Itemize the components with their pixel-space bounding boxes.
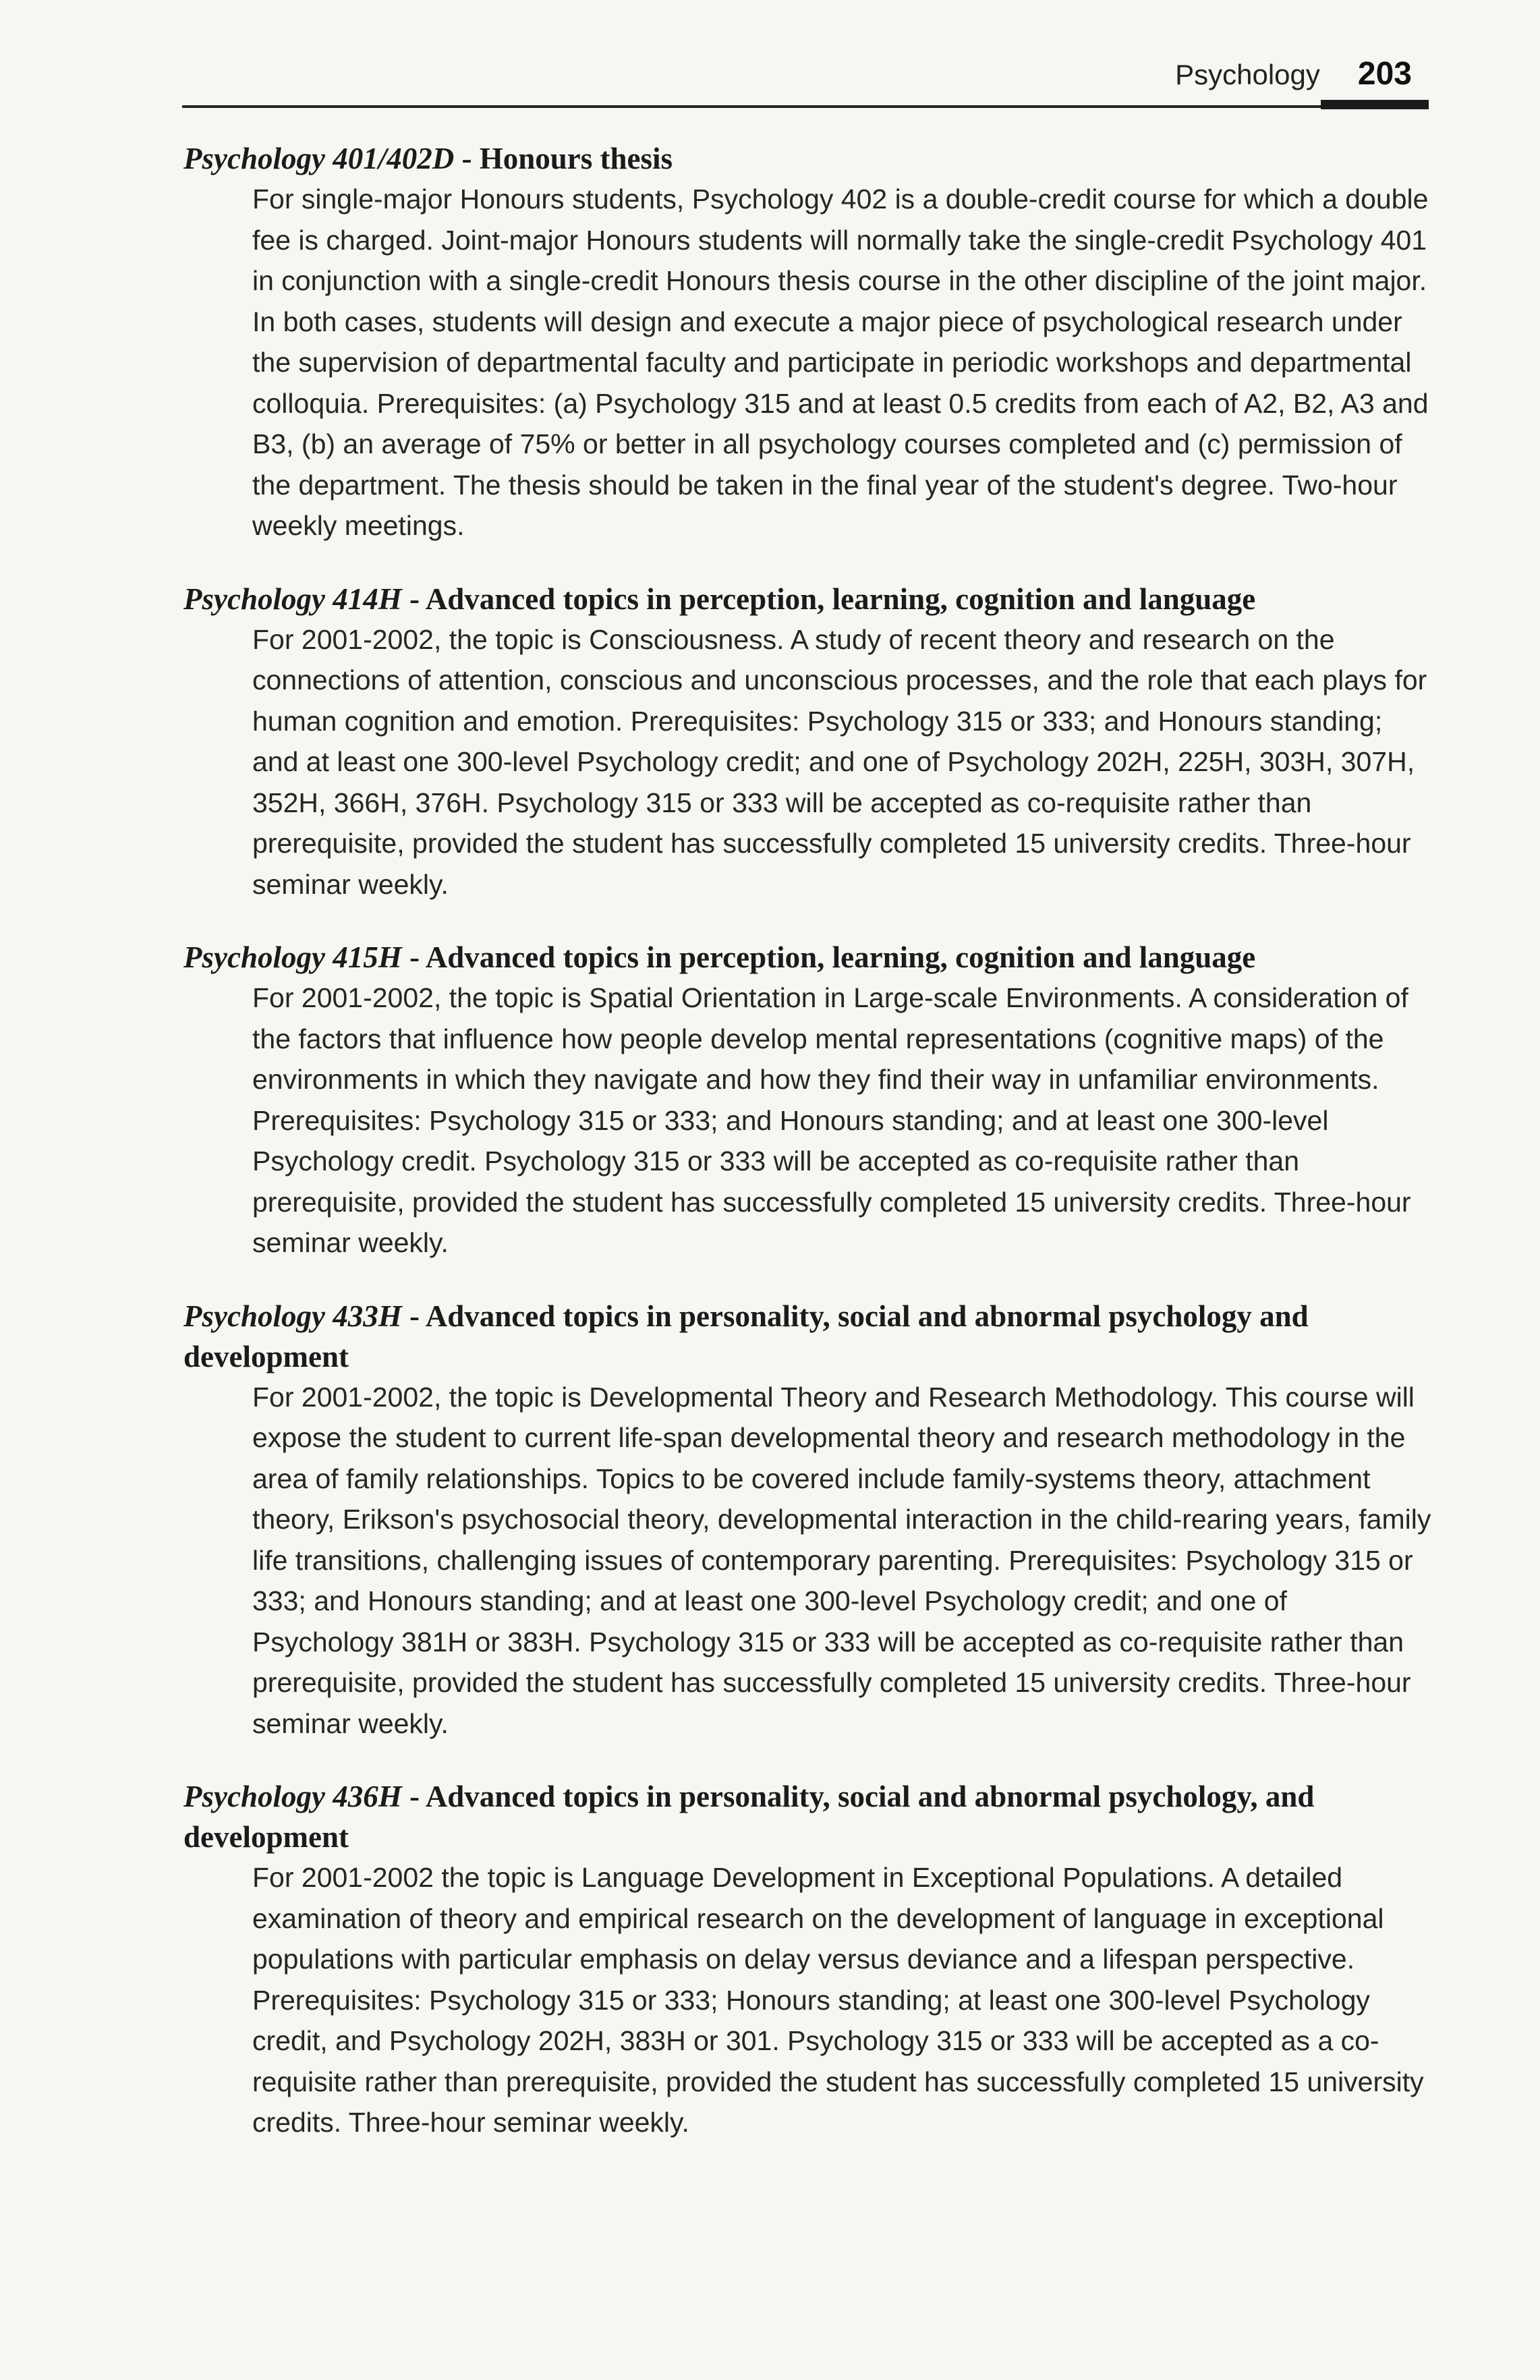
running-title: Psychology (1175, 59, 1320, 90)
course-list (183, 138, 1431, 2176)
course-entry-414h (183, 579, 1431, 905)
course-description: For 2001-2002, the topic is Developmental Theory and Research Methodology. This course will expose the student to current life-span developmental theory and research methodology in the area of family relationships. Topics to be covered include family-systems theory, attachment theory, Erikson's psychosocial theory, developmental interaction in the child-rearing years, family life transitions, challenging issues of contemporary parenting. Prerequisites: Psychology 315 or 333; and Honours standing; and at least one 300-level Psychology credit; and one of Psychology 381H or 383H. Psychology 315 or 333 will be accepted as co-requisite rather than prerequisite, provided the student has successfully completed 15 university credits. Three-hour seminar weekly. (252, 1381, 1431, 1739)
header-rule (182, 105, 1429, 108)
header-rule-tab (1321, 100, 1429, 109)
course-title: Advanced topics in personality, social and abnormal psychology, and development (183, 1780, 1315, 1854)
course-code: Psychology 436H (183, 1780, 402, 1813)
course-title: Honours thesis (479, 142, 673, 175)
course-code: Psychology 401/402D (183, 142, 455, 175)
course-title: Advanced topics in personality, social and abnormal psychology and development (183, 1299, 1309, 1373)
course-heading (183, 1776, 1431, 1857)
course-heading (183, 579, 1431, 619)
course-title: Advanced topics in perception, learning, cognition and language (425, 582, 1256, 616)
page-number: 203 (1357, 56, 1412, 92)
course-entry-436h (183, 1776, 1431, 2143)
course-entry-415h (183, 937, 1431, 1264)
course-heading (183, 138, 1431, 179)
heading-separator: - (401, 940, 426, 974)
course-description: For 2001-2002 the topic is Language Development in Exceptional Populations. A detailed examination of theory and empirical research on the development of language in exceptional populations with particular emphasis on delay versus deviance and a lifespan perspective. Prerequisites: Psychology 315 or 333; Honours standing; at least one 300-level Psychology credit, and Psychology 202H, 383H or 301. Psychology 315 or 333 will be accepted as a co-requisite rather than prerequisite, provided the student has successfully completed 15 university credits. Three-hour seminar weekly. (252, 1862, 1424, 2138)
course-heading (183, 1296, 1431, 1377)
course-code: Psychology 415H (183, 940, 402, 974)
course-description: For 2001-2002, the topic is Consciousness. A study of recent theory and research on the connections of attention, conscious and unconscious processes, and the role that each plays for human cognition and emotion. Prerequisites: Psychology 315 or 333; and Honours standing; and at least one 300-level Psychology credit; and one of Psychology 202H, 225H, 303H, 307H, 352H, 366H, 376H. Psychology 315 or 333 will be accepted as co-requisite rather than prerequisite, provided the student has successfully completed 15 university credits. Three-hour seminar weekly. (252, 623, 1427, 900)
course-description: For 2001-2002, the topic is Spatial Orientation in Large-scale Environments. A consideration of the factors that influence how people develop mental representations (cognitive maps) of the environments in which they navigate and how they find their way in unfamiliar environments. Prerequisites: Psychology 315 or 333; and Honours standing; and at least one 300-level Psychology credit. Psychology 315 or 333 will be accepted as co-requisite rather than prerequisite, provided the student has successfully completed 15 university credits. Three-hour seminar weekly. (252, 982, 1411, 1258)
course-code: Psychology 433H (183, 1299, 402, 1333)
course-entry-433h (183, 1296, 1431, 1745)
heading-separator: - (401, 582, 426, 616)
heading-separator: - (401, 1299, 426, 1333)
heading-separator: - (401, 1780, 426, 1813)
heading-separator: - (454, 142, 480, 175)
running-head (1175, 55, 1412, 92)
course-code: Psychology 414H (183, 582, 402, 616)
course-description: For single-major Honours students, Psychology 402 is a double-credit course for which a double fee is charged. Joint-major Honours students will normally take the single-credit Psychology 401 in conjunction with a single-credit Honours thesis course in the other discipline of the joint major. In both cases, students will design and execute a major piece of psychological research under the supervision of departmental faculty and participate in periodic workshops and departmental colloquia. Prerequisites: (a) Psychology 315 and at least 0.5 credits from each of A2, B2, A3 and B3, (b) an average of 75% or better in all psychology courses completed and (c) permission of the department. The thesis should be taken in the final year of the student's degree. Two-hour weekly meetings. (252, 183, 1429, 541)
course-entry-401-402d (183, 138, 1431, 546)
course-heading (183, 937, 1431, 978)
course-title: Advanced topics in perception, learning, cognition and language (425, 940, 1256, 974)
